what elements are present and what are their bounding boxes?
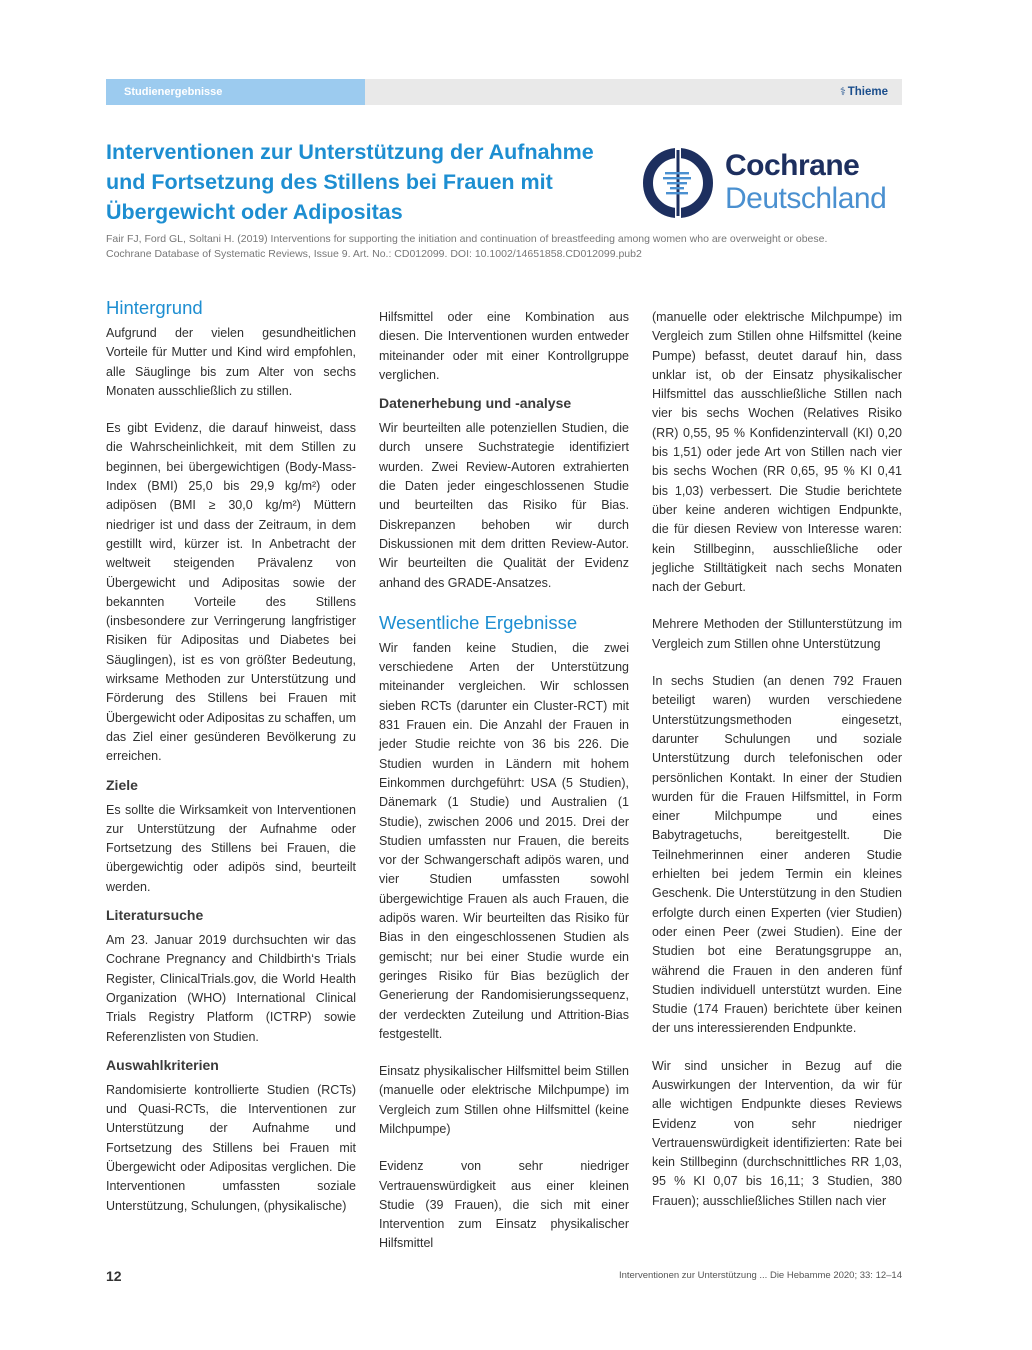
heading-datenerhebung: Datenerhebung und -analyse bbox=[379, 395, 572, 412]
paragraph: Wir sind unsicher in Bezug auf die Auswirkungen der Intervention, da wir für alle wichtigen Endpunkte dieses Reviews Evidenz von sehr niedriger Vertrauenswürdigkeit identifizierten: Rate bei kein Stillbeginn (durchschnittliches RR 1,03, 95 % KI 0,07 bis 16,11; 3 Studien, 380 Frauen); ausschließliches Stillen nach vier bbox=[652, 1058, 902, 1208]
title-line-1: Interventionen zur Unterstützung der Aufnahme bbox=[106, 140, 594, 164]
section-label: Studienergebnisse bbox=[106, 79, 365, 105]
paragraph: Mehrere Methoden der Stillunterstützung im Vergleich zum Stillen ohne Unterstützung bbox=[652, 617, 902, 651]
page-number: 12 bbox=[106, 1268, 122, 1284]
heading-hintergrund: Hintergrund bbox=[106, 297, 203, 318]
publisher-logo bbox=[840, 79, 888, 105]
paragraph: Es sollte die Wirksamkeit von Interventionen zur Unterstützung der Aufnahme oder Fortsetzung des Stillens bei Frauen, die übergewichtig oder adipös sind, beurteilt werden. bbox=[106, 802, 356, 894]
title-line-2: und Fortsetzung des Stillens bei Frauen mit bbox=[106, 170, 553, 194]
logo-word-deutschland: Deutschland bbox=[725, 182, 887, 215]
citation-line-2: Cochrane Database of Systematic Reviews, Issue 9. Art. No.: CD012099. DOI: 10.1002/14651858.CD012099.pub2 bbox=[106, 248, 642, 260]
cochrane-logo bbox=[641, 146, 903, 220]
paragraph: In sechs Studien (an denen 792 Frauen beteiligt waren) wurden verschiedene Unterstützungsmethoden eingesetzt, darunter Schulungen und soziale Unterstützung durch telefonischen oder persönlichen Kontakt. In einer der Studien wurden für die Frauen Hilfsmittel, in Form einer Milchpumpe und eines Babytragetuchs, bereitgestellt. Die Teilnehmerinnen einer anderen Studie erhielten bei jedem Termin ein kleines Geschenk. Die Unterstützung in den Studien erfolgte durch einen Experten (vier Studien) oder einen Peer (zwei Studien). Eine der Studien bot eine Beratungsgruppe an, während die Frauen in den anderen fünf Studien individuell unterstützt wurden. Eine Studie (174 Frauen) berichtete über keinen der uns interessierenden Endpunkte. bbox=[652, 674, 902, 1036]
paragraph: (manuelle oder elektrische Milchpumpe) im Vergleich zum Stillen ohne Hilfsmittel (keine Pumpe) befasst, deutet darauf hin, dass unklar ist, ob der Einsatz physikalischer Hilfsmittel das ausschließliche Stillen nach vier bis sechs Wochen (Relatives Risiko (RR) 0,55, 95 % Konfidenzintervall (KI) 0,20 bis 1,51) oder jede Art von Stillen nach vier bis sechs Wochen (RR 0,65, 95 % KI 0,41 bis 1,03) verbessert. Die Studie berichtete über keine anderen wichtigen Endpunkte, die für diesen Review von Interesse waren: kein Stillbeginn, ausschließliche oder jegliche Stilltätigkeit nach sechs Monaten nach der Geburt. bbox=[652, 310, 902, 595]
paragraph: Wir fanden keine Studien, die zwei verschiedene Arten der Unterstützung miteinander vergleichen. Wir schlossen sieben RCTs (darunter ein Cluster-RCT) mit 831 Frauen ein. Die Anzahl der Frauen in jeder Studie reichte von 36 bis 226. Die Studien wurden in Ländern mit hohem Einkommen durchgeführt: USA (5 Studien), Dänemark (1 Studie) und Australien (1 Studie), zwischen 2006 und 2015. Drei der Studien umfassten nur Frauen, die bereits vor der Schwangerschaft adipös waren, und vier Studien umfassten sowohl übergewichtige Frauen als auch Frauen, die adipös waren. Wir beurteilten das Risiko für Bias in den eingeschlossenen Studien als gemischt; nur bei einer Studie wurde ein geringes Risiko für Bias bezüglich der Generierung der Randomisierungssequenz, der verdeckten Zuteilung und Attrition-Bias festgestellt. bbox=[379, 640, 629, 1041]
article-title bbox=[106, 137, 636, 227]
paragraph: Randomisierte kontrollierte Studien (RCTs) und Quasi-RCTs, die Interventionen zur Unterstützung der Aufnahme und Fortsetzung des Stillens bei Frauen mit Übergewicht oder Adipositas verglichen. Die Interventionen umfassten soziale Unterstützung, Schulungen, (physikalische) bbox=[106, 1082, 356, 1213]
paragraph: Aufgrund der vielen gesundheitlichen Vorteile für Mutter und Kind wird empfohlen, alle Säuglinge bis zum Alter von sechs Monaten ausschließlich zu stillen. bbox=[106, 326, 356, 398]
heading-ziele: Ziele bbox=[106, 776, 138, 793]
column-1 bbox=[106, 296, 356, 1224]
citation-line-1: Fair FJ, Ford GL, Soltani H. (2019) Interventions for supporting the initiation and continuation of breastfeeding among women who are overweight or obese. bbox=[106, 233, 828, 245]
footer-info: Interventionen zur Unterstützung ... Die Hebamme 2020; 33: 12–14 bbox=[618, 1270, 902, 1281]
column-3 bbox=[652, 308, 902, 1229]
cochrane-emblem-icon bbox=[641, 146, 715, 220]
paragraph: Wir beurteilten alle potenziellen Studien, die durch unsere Suchstrategie identifiziert wurden. Zwei Review-Autoren extrahierten die Daten jeder eingeschlossenen Studie und beurteilten das Risiko für Bias. Diskrepanzen behoben wir durch Diskussionen mit dem dritten Review-Autor. Wir beurteilten die Qualität der Evidenz anhand des GRADE-Ansatzes. bbox=[379, 421, 629, 590]
logo-word-cochrane: Cochrane bbox=[725, 149, 860, 182]
title-line-3: Übergewicht oder Adipositas bbox=[106, 200, 403, 224]
publisher-name: Thieme bbox=[847, 86, 888, 98]
citation bbox=[106, 232, 902, 262]
heading-wesentliche-ergebnisse: Wesentliche Ergebnisse bbox=[379, 611, 578, 633]
heading-literatursuche: Literatursuche bbox=[106, 907, 204, 924]
paragraph: Hilfsmittel oder eine Kombination aus diesen. Die Interventionen wurden entweder miteinander oder mit einer Kontrollgruppe verglichen. bbox=[379, 310, 629, 382]
paragraph: Es gibt Evidenz, die darauf hinweist, dass die Wahrscheinlichkeit, mit dem Stillen zu beginnen, bei übergewichtigen (Body-Mass-Index (BMI) 25,0 bis 29,9 kg/m²) oder adipösen (BMI ≥ 30,0 kg/m²) Müttern niedriger ist und dass der Zeitraum, in dem gestillt wird, kürzer ist. In Anbetracht der weltweit steigenden Prävalenz von Übergewicht und Adipositas sowie der bekannten Vorteile des Stillens (insbesondere zur Verringerung langfristiger Risiken für Adipositas und Diabetes bei Säuglingen), ist es von größter Bedeutung, wirksame Methoden zur Unterstützung und Förderung des Stillens bei Frauen mit Übergewicht oder Adipositas zu schaffen, um das Ziel einer gesünderen Bevölkerung zu erreichen. bbox=[106, 421, 356, 764]
paragraph: Evidenz von sehr niedriger Vertrauenswürdigkeit aus einer kleinen Studie (39 Frauen), die sich mit einer Intervention zum Einsatz physikalischer Hilfsmittel bbox=[379, 1159, 629, 1251]
thieme-mark-icon: ⚕ bbox=[839, 86, 846, 98]
paragraph: Am 23. Januar 2019 durchsuchten wir das Cochrane Pregnancy and Childbirth‘s Trials Register, ClinicalTrials.gov, die World Health Organization (WHO) International Clinical Trials Registry Platform (ICTRP) sowie Referenzlisten von Studien. bbox=[106, 933, 356, 1044]
paragraph: Einsatz physikalischer Hilfsmittel beim Stillen (manuelle oder elektrische Milchpumpe) im Vergleich zum Stillen ohne Hilfsmittel (keine Milchpumpe) bbox=[379, 1064, 629, 1136]
column-2 bbox=[379, 308, 629, 1272]
header-bar bbox=[106, 79, 902, 105]
heading-auswahlkriterien: Auswahlkriterien bbox=[106, 1056, 219, 1073]
